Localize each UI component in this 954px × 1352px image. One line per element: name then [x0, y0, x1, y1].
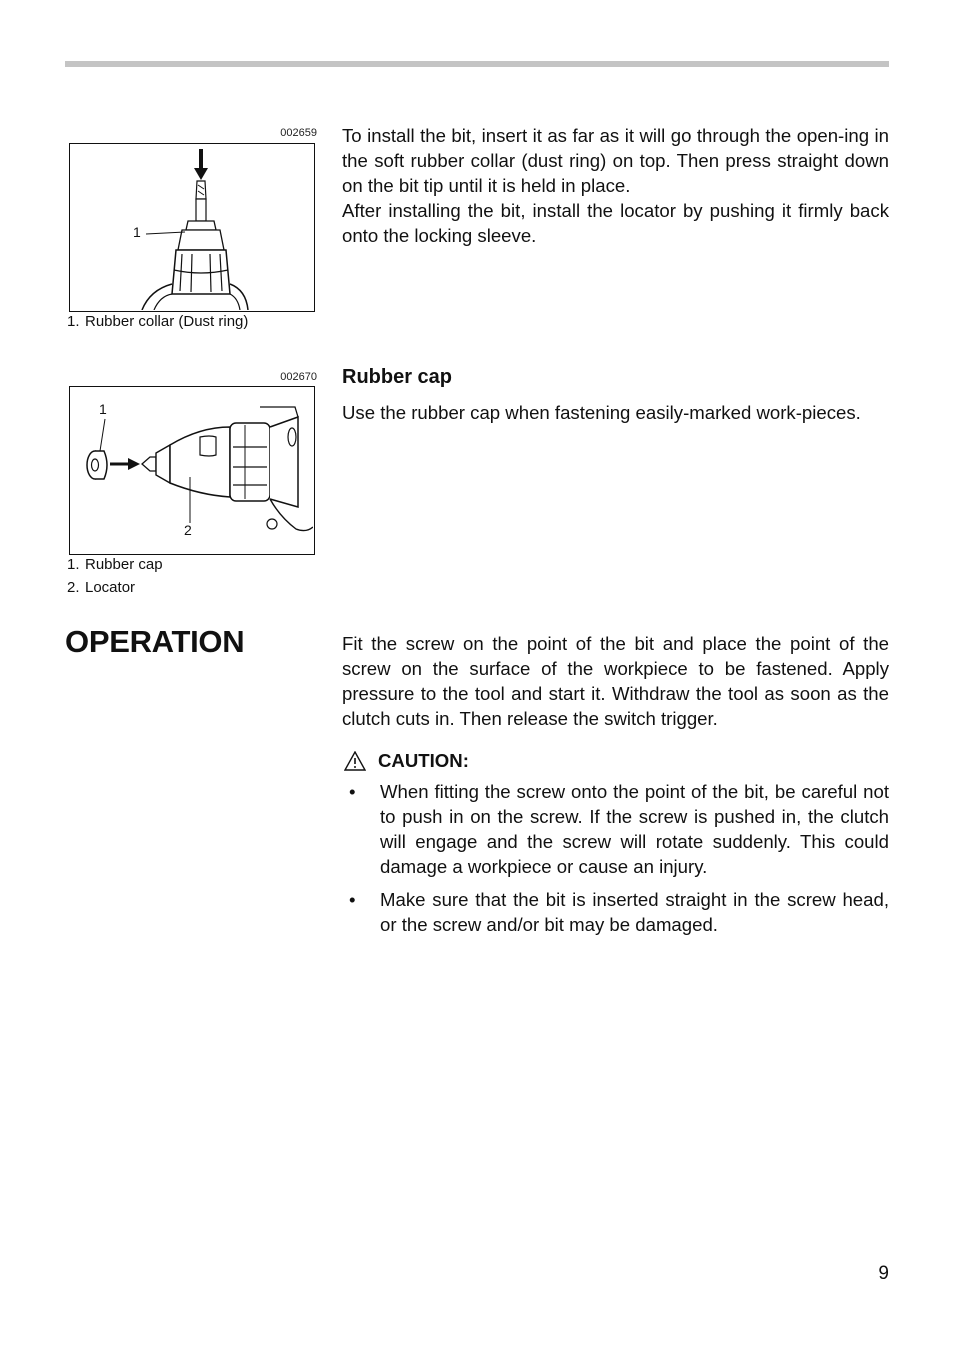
- figure-rubber-cap: [69, 386, 315, 555]
- install-instructions: [342, 123, 889, 248]
- bullet: •: [349, 889, 356, 910]
- figure-code: 002659: [280, 127, 317, 139]
- bullet: •: [349, 781, 356, 802]
- paragraph: To install the bit, insert it as far as it will go through the open-ing in the soft rubber collar (dust ring) on top. Then press straight down on the bit tip until it is held in place.: [342, 125, 889, 196]
- operation-text: [342, 631, 889, 731]
- header-rule: [65, 61, 889, 67]
- figure-bit-install: [69, 143, 315, 312]
- callout-1: 1: [133, 224, 141, 240]
- caution-list: [342, 779, 889, 945]
- figure-caption-list: [67, 310, 248, 333]
- figure-code: 002670: [280, 371, 317, 383]
- drill-chuck-illustration: [70, 144, 313, 310]
- figure-caption-list: [67, 553, 163, 599]
- paragraph: Fit the screw on the point of the bit and place the point of the screw on the surface of the workpiece to be fastened. Apply pressure to the tool and start it. Withdraw the tool as soon as the clutch cuts in. Then release the switch trigger.: [342, 633, 889, 729]
- caution-title: CAUTION:: [378, 750, 469, 771]
- caution-item: • When fitting the screw onto the point of the bit, be careful not to push in on the screw. If the screw is pushed in, the clutch will engage and the screw will rotate suddenly. This could damage a workpiece or cause an injury.: [349, 781, 889, 877]
- paragraph: After installing the bit, install the locator by pushing it firmly back onto the locking sleeve.: [342, 200, 889, 246]
- rubber-cap-text: [342, 400, 889, 425]
- chapter-heading-operation: OPERATION: [65, 624, 245, 659]
- caution-item: • Make sure that the bit is inserted straight in the screw head, or the screw and/or bit may be damaged.: [349, 889, 889, 935]
- caution-heading: [344, 750, 469, 772]
- caption-item: 1. Rubber cap: [67, 556, 163, 573]
- section-heading-rubber-cap: Rubber cap: [342, 366, 453, 388]
- paragraph: Use the rubber cap when fastening easily-marked work-pieces.: [342, 402, 861, 423]
- warning-triangle-icon: [344, 751, 366, 771]
- caption-item: 1. Rubber collar (Dust ring): [67, 313, 249, 330]
- page-number: 9: [878, 1263, 889, 1284]
- caption-item: 2. Locator: [67, 579, 136, 596]
- callout-2: 2: [184, 522, 192, 538]
- callout-1: 1: [99, 401, 107, 417]
